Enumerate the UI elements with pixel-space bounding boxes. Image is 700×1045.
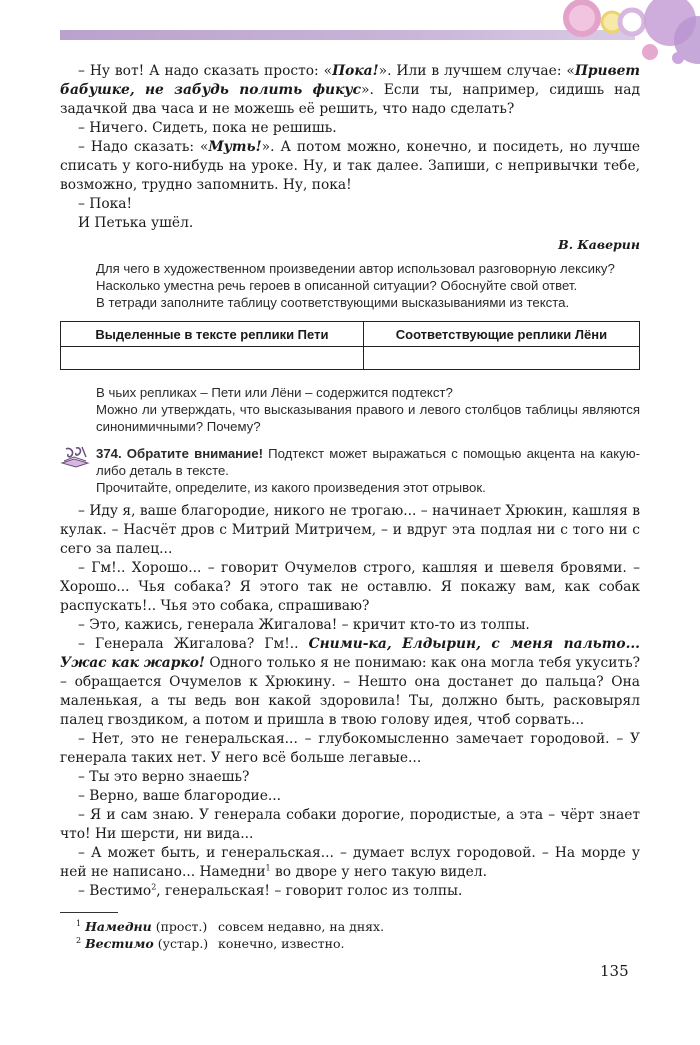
excerpt-paragraph: – Верно, ваше благородие... — [78, 788, 282, 804]
comparison-table — [60, 321, 640, 370]
question: Можно ли утверждать, что высказывания правого и левого столбцов таблицы являются синонимичными? Почему? — [96, 402, 640, 434]
page-number: 135 — [600, 962, 629, 980]
excerpt-paragraph: – Иду я, ваше благородие, никого не трогаю... – начинает Хрюкин, кашляя в кулак. – Насчёт дров с Митрий Митричем, – и вдруг эта подлая ни с того ни с сего за палец... — [60, 503, 640, 557]
questions-block — [60, 260, 640, 311]
question: В чьих репликах – Пети или Лёни – содержится подтекст? — [96, 385, 453, 400]
footnote: $^1$ Намедни (прост.) совсем недавно, на днях. — [76, 918, 385, 934]
table-header: Соответствующие реплики Лёни — [363, 322, 639, 347]
table-header: Выделенные в тексте реплики Пети — [61, 322, 364, 347]
excerpt-paragraph: – Это, кажись, генерала Жигалова! – кричит кто-то из толпы. — [78, 617, 530, 633]
table-cell — [61, 347, 364, 370]
page-content — [60, 62, 640, 901]
author-signature: В. Каверин — [558, 237, 640, 252]
excerpt-paragraph: – Нет, это не генеральская... – глубокомысленно замечает городовой. – У генерала таких нет. У него всё больше легавые... — [60, 731, 640, 766]
excerpt-paragraph: – А может быть, и генеральская... – думает вслух городовой. – На морде у ней не написано... Намедни$^1$ во дворе у него такую видел. — [60, 845, 640, 880]
excerpt-paragraph: – Гм!.. Хорошо... – говорит Очумелов строго, кашляя и шевеля бровями. – Хорошо... Чья собака? Я этого так не оставлю. Я покажу вам, как собак распускать!.. Чья это собака, спрашиваю? — [60, 560, 640, 614]
footnote: $^2$ Вестимо (устар.) конечно, известно. — [76, 935, 345, 951]
excerpt-paragraph: – Вестимо$^2$, генеральская! – говорит голос из толпы. — [78, 882, 463, 899]
dialogue-line: – Пока! — [78, 196, 133, 212]
questions-block — [60, 384, 640, 435]
dialogue-line: – Ну вот! А надо сказать просто: «Пока!». Или в лучшем случае: «Привет бабушке, не забудь полить фикус». Если ты, например, сидишь над задачкой два часа и не можешь её решить, что надо сделать? — [60, 63, 641, 117]
dialogue-line: – Ничего. Сидеть, пока не решишь. — [78, 120, 337, 136]
dialogue-line: – Надо сказать: «Муть!». А потом можно, конечно, и посидеть, но лучше списать у кого-нибудь на уроке. Ну, и так далее. Запиши, с непривычки тебе, возможно, трудно запомнить. Ну, пока! — [60, 139, 640, 193]
excerpt-paragraph: – Ты это верно знаешь? — [78, 769, 250, 785]
table-cell — [363, 347, 639, 370]
task-instruction: Прочитайте, определите, из какого произведения этот отрывок. — [96, 480, 486, 495]
dialogue-line: И Петька ушёл. — [78, 215, 194, 231]
decorative-circles — [520, 0, 700, 70]
excerpt-paragraph: – Генерала Жигалова? Гм!.. Сними-ка, Елдырин, с меня пальто... Ужас как жарко! Одного только я не понимаю: как она могла тебя укусить? – обращается Очумелов к Хрюкину. – Нешто она достанет до пальца? Она маленькая, а ты ведь вон какой здоровила! Ты, должно быть, расковырял палец гвоздиком, а потом и пришла в твою голову идея, чтоб сорвать... — [60, 636, 641, 728]
book-pen-icon — [60, 445, 90, 469]
task-title: 374. Обратите внимание! — [96, 446, 263, 461]
footnote-divider — [60, 912, 118, 913]
question: Для чего в художественном произведении автор использовал разговорную лексику? — [96, 261, 615, 276]
question: В тетради заполните таблицу соответствующими высказываниями из текста. — [96, 295, 570, 310]
question: Насколько уместна речь героев в описанной ситуации? Обоснуйте свой ответ. — [96, 278, 578, 293]
task-374: 374. Обратите внимание! Подтекст может выражаться с помощью акцента на какую-либо деталь в тексте. Прочитайте, определите, из какого произведения этот отрывок. — [60, 445, 640, 496]
footnotes — [76, 918, 384, 952]
excerpt-paragraph: – Я и сам знаю. У генерала собаки дорогие, породистые, а эта – чёрт знает что! Ни шерсти, ни вида... — [60, 807, 640, 842]
